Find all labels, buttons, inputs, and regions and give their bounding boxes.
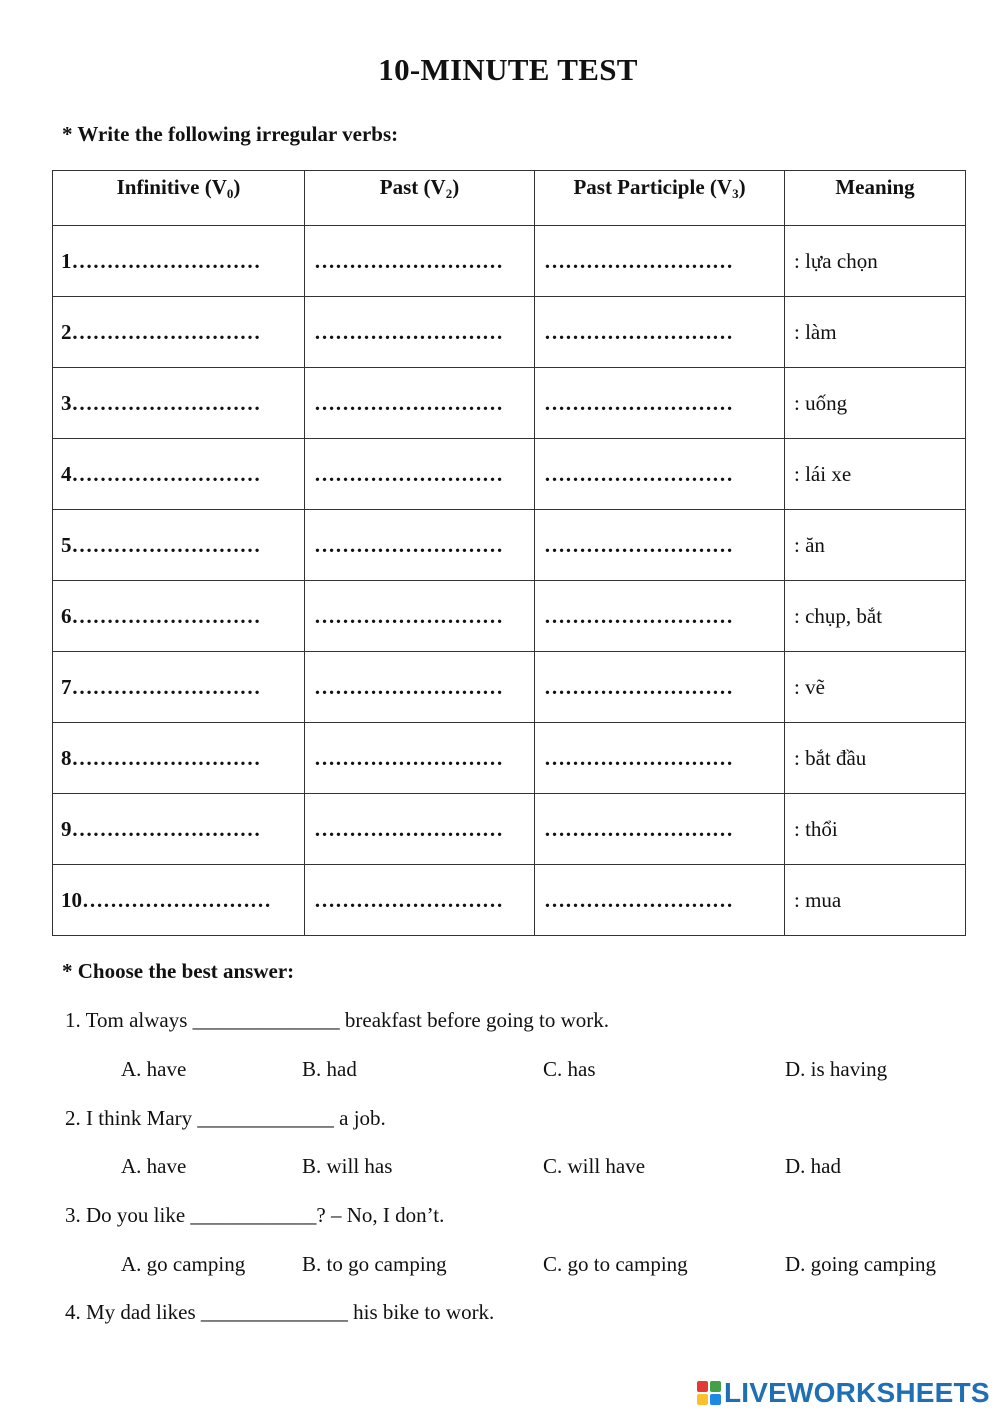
past-participle-blank[interactable]: ……………………… bbox=[535, 510, 785, 581]
irregular-verbs-table bbox=[52, 170, 966, 936]
header-past-participle: Past Participle $(V_3)$ bbox=[535, 171, 785, 226]
past-blank[interactable]: ……………………… bbox=[305, 865, 535, 936]
table-row bbox=[53, 439, 966, 510]
infinitive-blank[interactable]: 6……………………… bbox=[53, 581, 305, 652]
infinitive-blank[interactable]: 10……………………… bbox=[53, 865, 305, 936]
option-c[interactable]: C. go to camping bbox=[543, 1252, 688, 1276]
past-participle-blank[interactable]: ……………………… bbox=[535, 439, 785, 510]
infinitive-blank[interactable]: 4……………………… bbox=[53, 439, 305, 510]
table-row bbox=[53, 510, 966, 581]
table-row bbox=[53, 226, 966, 297]
past-participle-blank[interactable]: ……………………… bbox=[535, 581, 785, 652]
logo-text: LIVEWORKSHEETS bbox=[724, 1377, 990, 1408]
meaning-cell: : thổi bbox=[785, 794, 966, 865]
table-header-row bbox=[53, 171, 966, 226]
section-heading-choose: * Choose the best answer: bbox=[62, 959, 295, 983]
infinitive-blank[interactable]: 2……………………… bbox=[53, 297, 305, 368]
option-c[interactable]: C. will have bbox=[543, 1154, 646, 1178]
meaning-cell: : mua bbox=[785, 865, 966, 936]
option-a[interactable]: A. have bbox=[121, 1154, 187, 1178]
past-blank[interactable]: ……………………… bbox=[305, 794, 535, 865]
question-2: 2. I think Mary _____________ a job. bbox=[65, 1106, 386, 1130]
header-past: Past $(V_2)$ bbox=[305, 171, 535, 226]
past-blank[interactable]: ……………………… bbox=[305, 439, 535, 510]
past-blank[interactable]: ……………………… bbox=[305, 652, 535, 723]
infinitive-blank[interactable]: 3……………………… bbox=[53, 368, 305, 439]
meaning-cell: : chụp, bắt bbox=[785, 581, 966, 652]
meaning-cell: : lái xe bbox=[785, 439, 966, 510]
past-blank[interactable]: ……………………… bbox=[305, 226, 535, 297]
past-participle-blank[interactable]: ……………………… bbox=[535, 652, 785, 723]
meaning-cell: : làm bbox=[785, 297, 966, 368]
header-infinitive: Infinitive $(V_0)$ bbox=[53, 171, 305, 226]
past-blank[interactable]: ……………………… bbox=[305, 510, 535, 581]
option-b[interactable]: B. to go camping bbox=[302, 1252, 447, 1276]
logo-square-icon bbox=[697, 1381, 708, 1392]
infinitive-blank[interactable]: 1……………………… bbox=[53, 226, 305, 297]
table-row bbox=[53, 652, 966, 723]
meaning-cell: : bắt đầu bbox=[785, 723, 966, 794]
infinitive-blank[interactable]: 8……………………… bbox=[53, 723, 305, 794]
past-blank[interactable]: ……………………… bbox=[305, 581, 535, 652]
logo-square-icon bbox=[710, 1381, 721, 1392]
past-participle-blank[interactable]: ……………………… bbox=[535, 723, 785, 794]
past-participle-blank[interactable]: ……………………… bbox=[535, 794, 785, 865]
section-heading-verbs: * Write the following irregular verbs: bbox=[62, 122, 399, 146]
meaning-cell: : vẽ bbox=[785, 652, 966, 723]
header-meaning: Meaning bbox=[785, 171, 966, 226]
table-row bbox=[53, 368, 966, 439]
table-row bbox=[53, 581, 966, 652]
table-row bbox=[53, 865, 966, 936]
past-blank[interactable]: ……………………… bbox=[305, 723, 535, 794]
logo-square-icon bbox=[710, 1394, 721, 1405]
logo-mark-icon bbox=[697, 1381, 721, 1405]
past-blank[interactable]: ……………………… bbox=[305, 297, 535, 368]
option-a[interactable]: A. go camping bbox=[121, 1252, 246, 1276]
past-participle-blank[interactable]: ……………………… bbox=[535, 226, 785, 297]
past-participle-blank[interactable]: ……………………… bbox=[535, 368, 785, 439]
past-participle-blank[interactable]: ……………………… bbox=[535, 297, 785, 368]
infinitive-blank[interactable]: 7……………………… bbox=[53, 652, 305, 723]
table-row bbox=[53, 794, 966, 865]
meaning-cell: : uống bbox=[785, 368, 966, 439]
page-title: 10-MINUTE TEST bbox=[378, 52, 638, 87]
table-row bbox=[53, 723, 966, 794]
option-b[interactable]: B. had bbox=[302, 1057, 357, 1081]
option-d[interactable]: D. is having bbox=[785, 1057, 888, 1081]
past-blank[interactable]: ……………………… bbox=[305, 368, 535, 439]
meaning-cell: : ăn bbox=[785, 510, 966, 581]
question-1: 1. Tom always ______________ breakfast before going to work. bbox=[65, 1008, 610, 1032]
option-a[interactable]: A. have bbox=[121, 1057, 187, 1081]
past-participle-blank[interactable]: ……………………… bbox=[535, 865, 785, 936]
question-3: 3. Do you like ____________? – No, I don’t. bbox=[65, 1203, 445, 1227]
logo-square-icon bbox=[697, 1394, 708, 1405]
liveworksheets-logo bbox=[697, 1377, 990, 1409]
table-row bbox=[53, 297, 966, 368]
infinitive-blank[interactable]: 9……………………… bbox=[53, 794, 305, 865]
question-4: 4. My dad likes ______________ his bike to work. bbox=[65, 1300, 495, 1324]
infinitive-blank[interactable]: 5……………………… bbox=[53, 510, 305, 581]
meaning-cell: : lựa chọn bbox=[785, 226, 966, 297]
option-c[interactable]: C. has bbox=[543, 1057, 596, 1081]
option-d[interactable]: D. had bbox=[785, 1154, 841, 1178]
option-b[interactable]: B. will has bbox=[302, 1154, 393, 1178]
option-d[interactable]: D. going camping bbox=[785, 1252, 937, 1276]
